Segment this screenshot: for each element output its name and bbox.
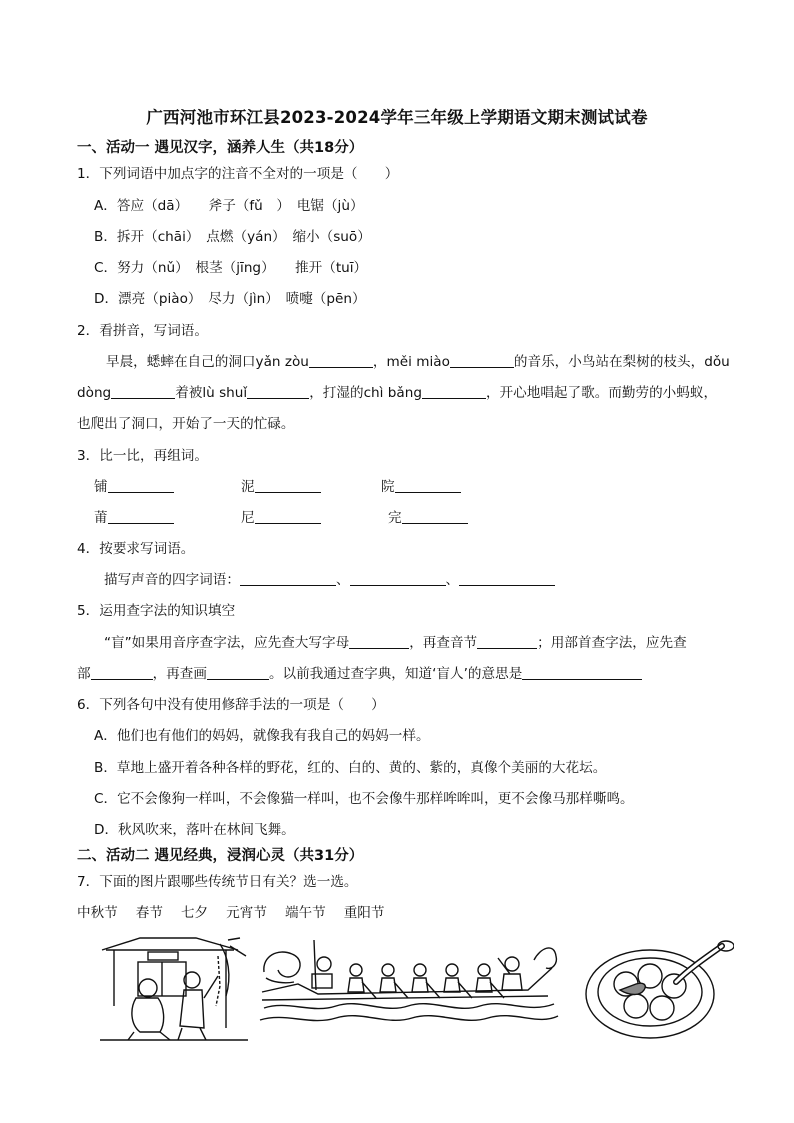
q4-line	[104, 571, 555, 589]
q2-stem: 2．看拼音，写词语。	[77, 323, 208, 339]
q5-text: ；用部首查字法，应先查	[537, 635, 687, 651]
festival-option: 重阳节	[343, 905, 385, 921]
q3-char: 完	[388, 510, 402, 526]
q3-char: 泥	[241, 479, 255, 495]
answer-blank[interactable]	[450, 353, 514, 368]
q3-row-2	[388, 509, 468, 527]
q2-text: ，měi miào	[372, 354, 450, 370]
q2-text: 着被lù shuǐ	[175, 385, 248, 401]
q2-text: 的音乐，小鸟站在梨树的枝头，dǒu	[513, 354, 730, 370]
answer-blank[interactable]	[255, 478, 321, 493]
answer-blank[interactable]	[247, 384, 309, 399]
answer-blank[interactable]	[477, 634, 537, 649]
q5-text: ，再查画	[152, 666, 207, 682]
separator: 、	[335, 572, 350, 588]
answer-blank[interactable]	[255, 509, 321, 524]
answer-blank[interactable]	[459, 571, 555, 586]
q3-row-2	[94, 509, 174, 527]
q5-text: ，再查音节	[409, 635, 478, 651]
q2-text: 早晨，蟋蟀在自己的洞口yǎn zòu	[106, 354, 309, 370]
q6-option-c: C．它不会像狗一样叫，不会像猫一样叫，也不会像牛那样哞哞叫，更不会像马那样嘶鸣。	[94, 791, 634, 807]
q2-line-1	[106, 353, 730, 371]
q1-option-b: B．拆开（chāi） 点燃（yán） 缩小（suō）	[94, 229, 371, 245]
q4-stem: 4．按要求写词语。	[77, 541, 195, 557]
q1-option-d: D．漂亮（piào） 尽力（jìn） 喷嚏（pēn）	[94, 291, 366, 307]
q3-row-1	[94, 478, 174, 496]
festival-list	[77, 904, 403, 922]
q6-option-b: B．草地上盛开着各种各样的野花，红的、白的、黄的、紫的，真像个美丽的大花坛。	[94, 760, 607, 776]
answer-blank[interactable]	[422, 384, 486, 399]
q1-option-c: C．努力（nǔ） 根茎（jīng） 推开（tuī）	[94, 260, 368, 276]
spring-festival-picture	[100, 936, 248, 1044]
q2-line-3: 也爬出了洞口，开始了一天的忙碌。	[77, 416, 295, 432]
q5-text: 部	[77, 666, 91, 682]
answer-blank[interactable]	[309, 353, 373, 368]
q1-stem: 1．下列词语中加点字的注音不全对的一项是（ ）	[77, 166, 399, 182]
q5-stem: 5．运用查字法的知识填空	[77, 603, 236, 619]
q6-option-d: D．秋风吹来，落叶在林间飞舞。	[94, 822, 295, 838]
answer-blank[interactable]	[108, 478, 174, 493]
festival-option: 中秋节	[77, 905, 118, 921]
answer-blank[interactable]	[111, 384, 175, 399]
festival-option: 七夕	[180, 905, 209, 921]
answer-blank[interactable]	[91, 665, 153, 680]
q2-text: ，打湿的chì bǎng	[309, 385, 422, 401]
festival-option: 春节	[135, 905, 163, 921]
q3-stem: 3．比一比，再组词。	[77, 448, 208, 464]
q5-text: “盲”如果用音序查字法，应先查大写字母	[104, 635, 350, 651]
q3-char: 院	[381, 479, 395, 495]
dragon-boat-picture	[258, 938, 560, 1032]
q3-char: 铺	[94, 479, 108, 495]
q3-char: 尼	[241, 510, 255, 526]
answer-blank[interactable]	[207, 665, 269, 680]
answer-blank[interactable]	[240, 571, 336, 586]
q2-text: ，开心地唱起了歌。而勤劳的小蚂蚁，	[485, 385, 718, 401]
festival-option: 元宵节	[226, 905, 267, 921]
tangyuan-picture	[580, 938, 734, 1042]
answer-blank[interactable]	[522, 665, 642, 680]
q6-option-a: A．他们也有他们的妈妈，就像我有我自己的妈妈一样。	[94, 728, 430, 744]
q3-row-2	[241, 509, 321, 527]
q5-line-2	[77, 665, 642, 683]
q5-text: 。以前我通过查字典，知道‘盲人’的意思是	[268, 666, 523, 682]
page-title: 广西河池市环江县2023-2024学年三年级上学期语文期末测试试卷	[146, 108, 648, 127]
q2-text: dòng	[77, 385, 112, 401]
q7-stem: 7．下面的图片跟哪些传统节日有关？选一选。	[77, 874, 358, 890]
q4-text: 描写声音的四字词语：	[104, 572, 240, 588]
separator: 、	[445, 572, 460, 588]
answer-blank[interactable]	[349, 634, 409, 649]
answer-blank[interactable]	[395, 478, 461, 493]
q2-line-2	[77, 384, 717, 402]
q3-row-1	[381, 478, 461, 496]
q3-char: 莆	[94, 510, 108, 526]
answer-blank[interactable]	[402, 509, 468, 524]
answer-blank[interactable]	[108, 509, 174, 524]
answer-blank[interactable]	[350, 571, 446, 586]
q1-option-a: A．答应（dā） 斧子（fǔ ） 电锯（jù）	[94, 198, 364, 214]
q5-line-1	[104, 634, 687, 652]
festival-option: 端午节	[284, 905, 326, 921]
q6-stem: 6．下列各句中没有使用修辞手法的一项是（ ）	[77, 697, 385, 713]
q3-row-1	[241, 478, 321, 496]
section-2-heading: 二、活动二 遇见经典，浸润心灵（共31分）	[77, 848, 364, 864]
section-1-heading: 一、活动一 遇见汉字，涵养人生（共18分）	[77, 140, 364, 156]
